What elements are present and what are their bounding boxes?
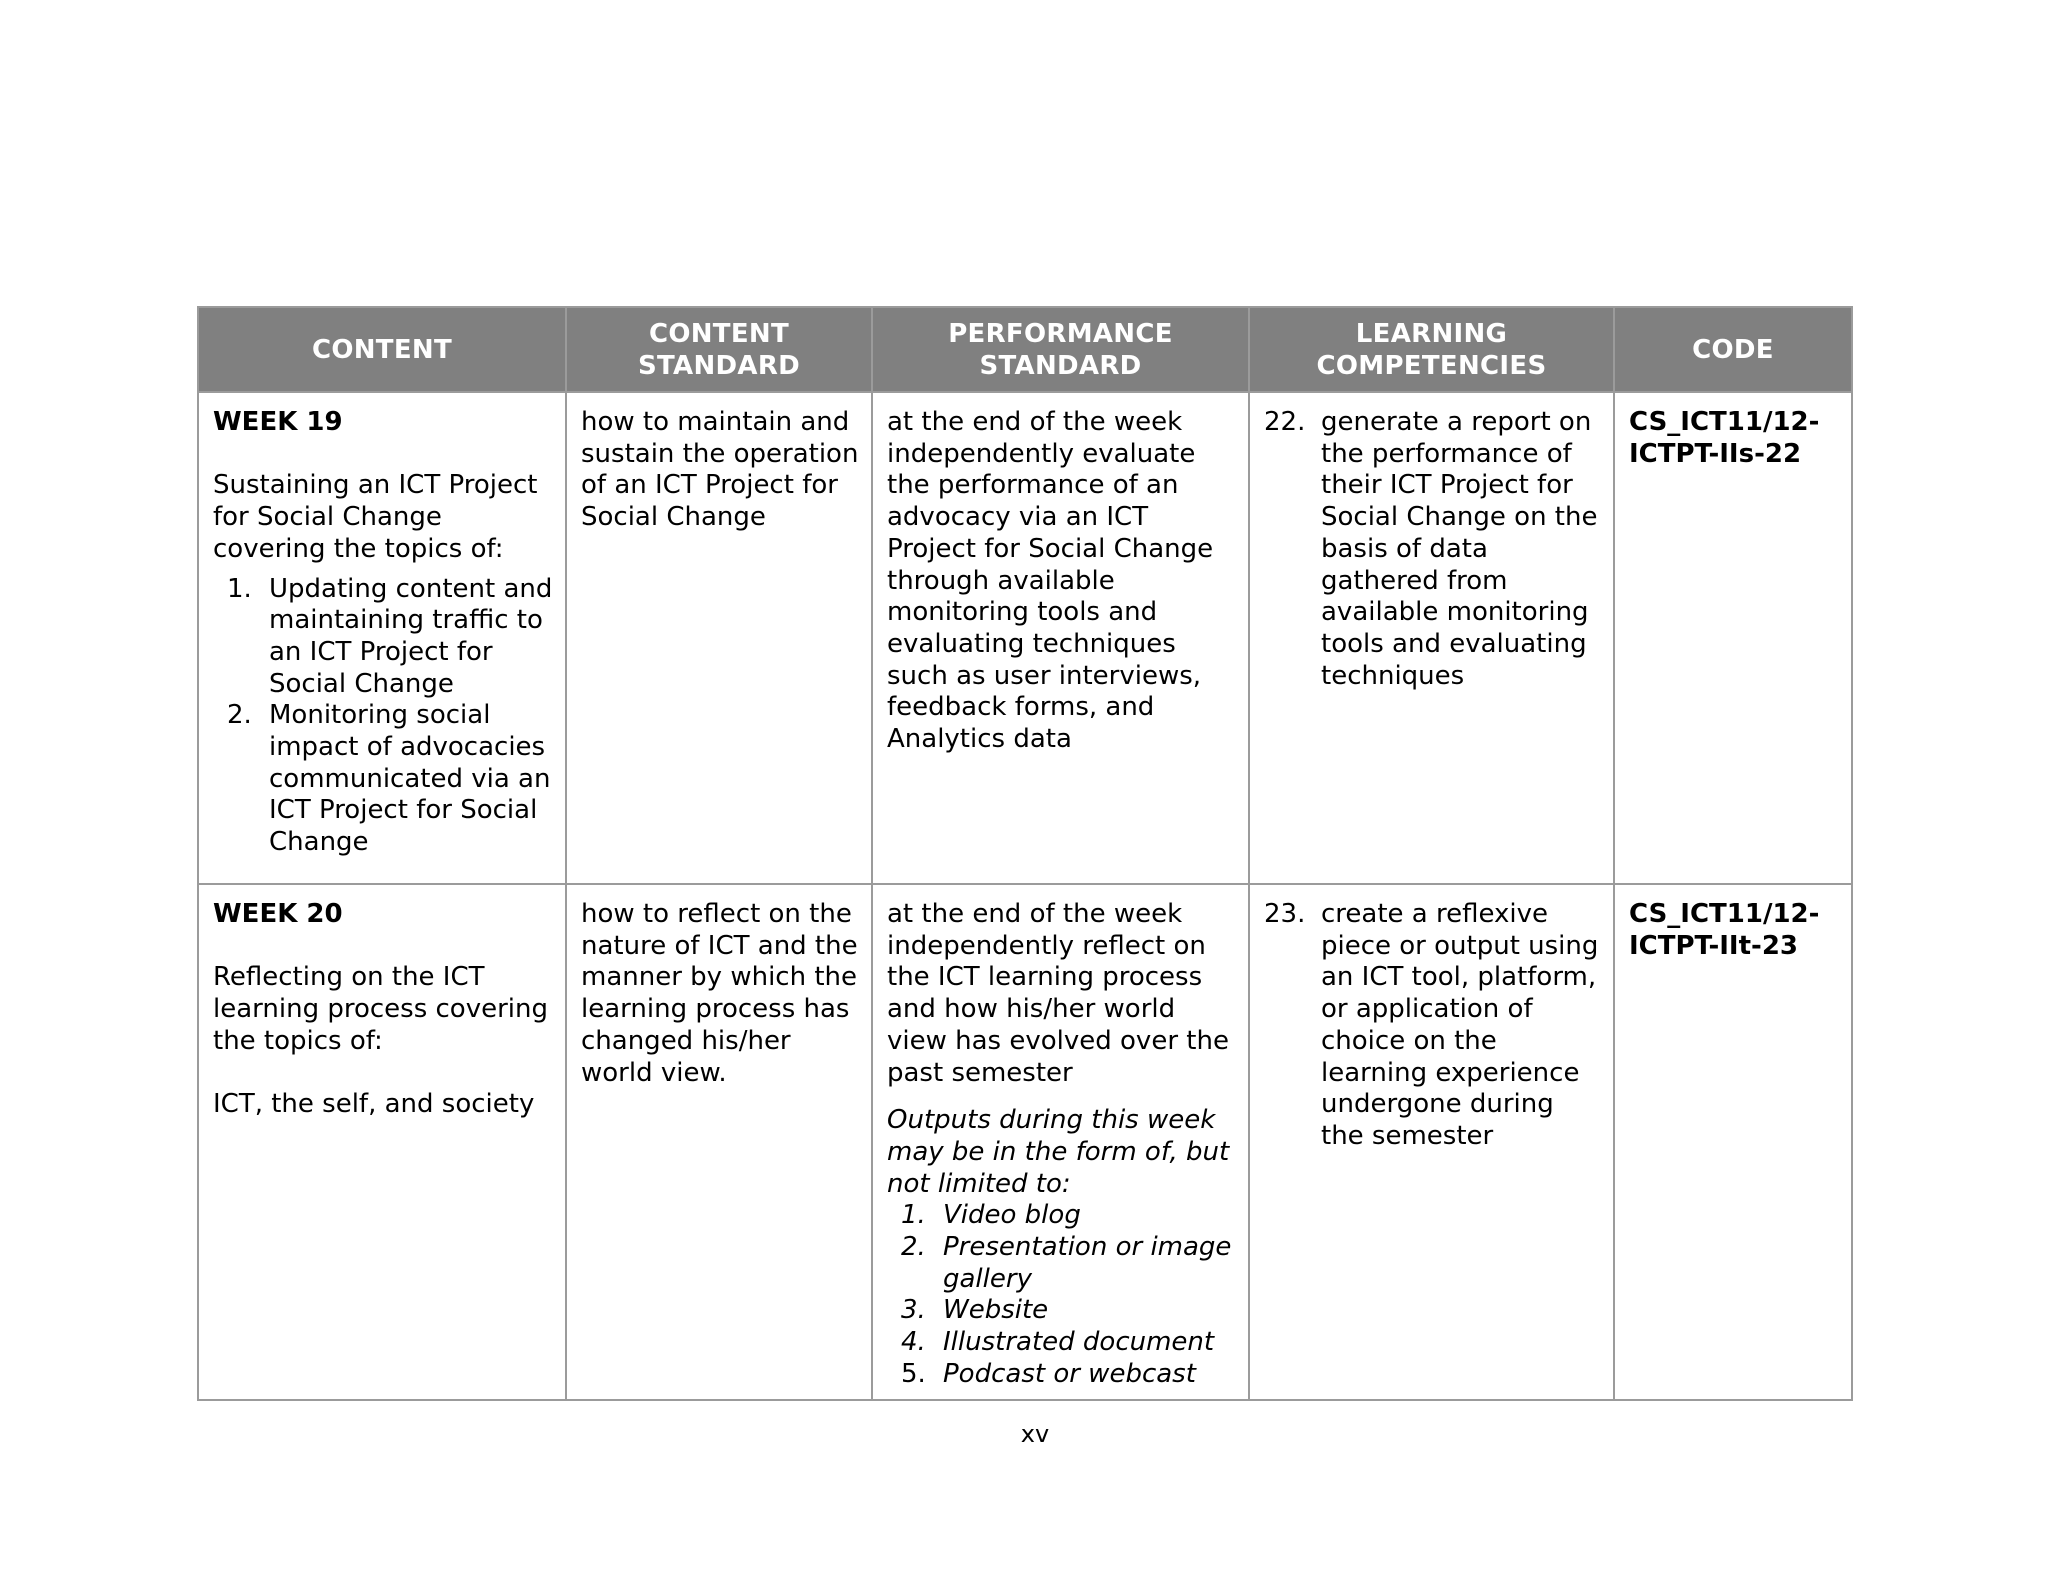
content-topic: ICT, the self, and society: [213, 1089, 535, 1120]
content-intro: Reflecting on the ICT learning process covering the topics of:: [213, 962, 548, 1056]
learning-competency-cell: [1249, 884, 1614, 1400]
list-item: 4. Illustrated document: [901, 1327, 1215, 1358]
list-item: 2. Monitoring social impact of advocacies communicated via an ICT Project for Social Change: [227, 700, 551, 858]
table-row: [198, 392, 1852, 884]
header-code: CODE: [1614, 307, 1852, 392]
competency-text: create a reflexive piece or output using an ICT tool, platform, or application of choice on the learning experience undergone during the semester: [1321, 899, 1599, 1151]
header-content-standard: CONTENT STANDARD: [566, 307, 872, 392]
list-item: 2. Presentation or image gallery: [901, 1232, 1232, 1294]
competency-text: generate a report on the performance of their ICT Project for Social Change on the basis of data gathered from available monitoring tools and evaluating techniques: [1321, 407, 1598, 691]
competency-number: 23.: [1264, 899, 1306, 929]
list-item: 5. Podcast or webcast: [901, 1358, 1196, 1389]
table-header: [198, 307, 1852, 392]
content-standard-cell: how to maintain and sustain the operation of an ICT Project for Social Change: [566, 392, 872, 884]
performance-standard-cell: at the end of the week independently evaluate the performance of an advocacy via an ICT Project for Social Change through available monitoring tools and evaluating techniques such as user interviews, feedback forms, and Analytics data: [872, 392, 1249, 884]
competency-number: 22.: [1264, 407, 1306, 437]
content-intro: Sustaining an ICT Project for Social Change covering the topics of:: [213, 470, 538, 564]
list-item: 1. Updating content and maintaining traffic to an ICT Project for Social Change: [227, 573, 553, 699]
list-item: 1. Video blog: [901, 1200, 1081, 1231]
learning-competency-cell: [1249, 392, 1614, 884]
code-cell: CS_ICT11/12- ICTPT-IIt-23: [1614, 884, 1852, 1400]
week-label: WEEK 20: [213, 899, 343, 929]
code-cell: CS_ICT11/12- ICTPT-IIs-22: [1614, 392, 1852, 884]
outputs-list: [887, 1200, 1238, 1390]
header-content: CONTENT: [198, 307, 566, 392]
header-learning-competencies: LEARNING COMPETENCIES: [1249, 307, 1614, 392]
page-number: xv: [1020, 1420, 1050, 1448]
curriculum-table: [197, 306, 1853, 1401]
table-row: [198, 884, 1852, 1400]
topic-list: [213, 574, 555, 859]
content-cell: [198, 392, 566, 884]
content-standard-cell: how to reflect on the nature of ICT and the manner by which the learning process has changed his/her world view.: [566, 884, 872, 1400]
outputs-intro: Outputs during this week may be in the form of, but not limited to:: [887, 1105, 1230, 1199]
list-item: 3. Website: [901, 1295, 1049, 1326]
week-label: WEEK 19: [213, 407, 343, 437]
header-performance-standard: PERFORMANCE STANDARD: [872, 307, 1249, 392]
performance-standard-cell: at the end of the week independently reflect on the ICT learning process and how his/her world view has evolved over the past semester Outputs during this week may be in the form of, but not limited to: 1. Video blog 2. Presentation or image gallery 3. Website 4. Illustrated document 5. Podcast or webcast: [872, 884, 1249, 1400]
content-cell: [198, 884, 566, 1400]
